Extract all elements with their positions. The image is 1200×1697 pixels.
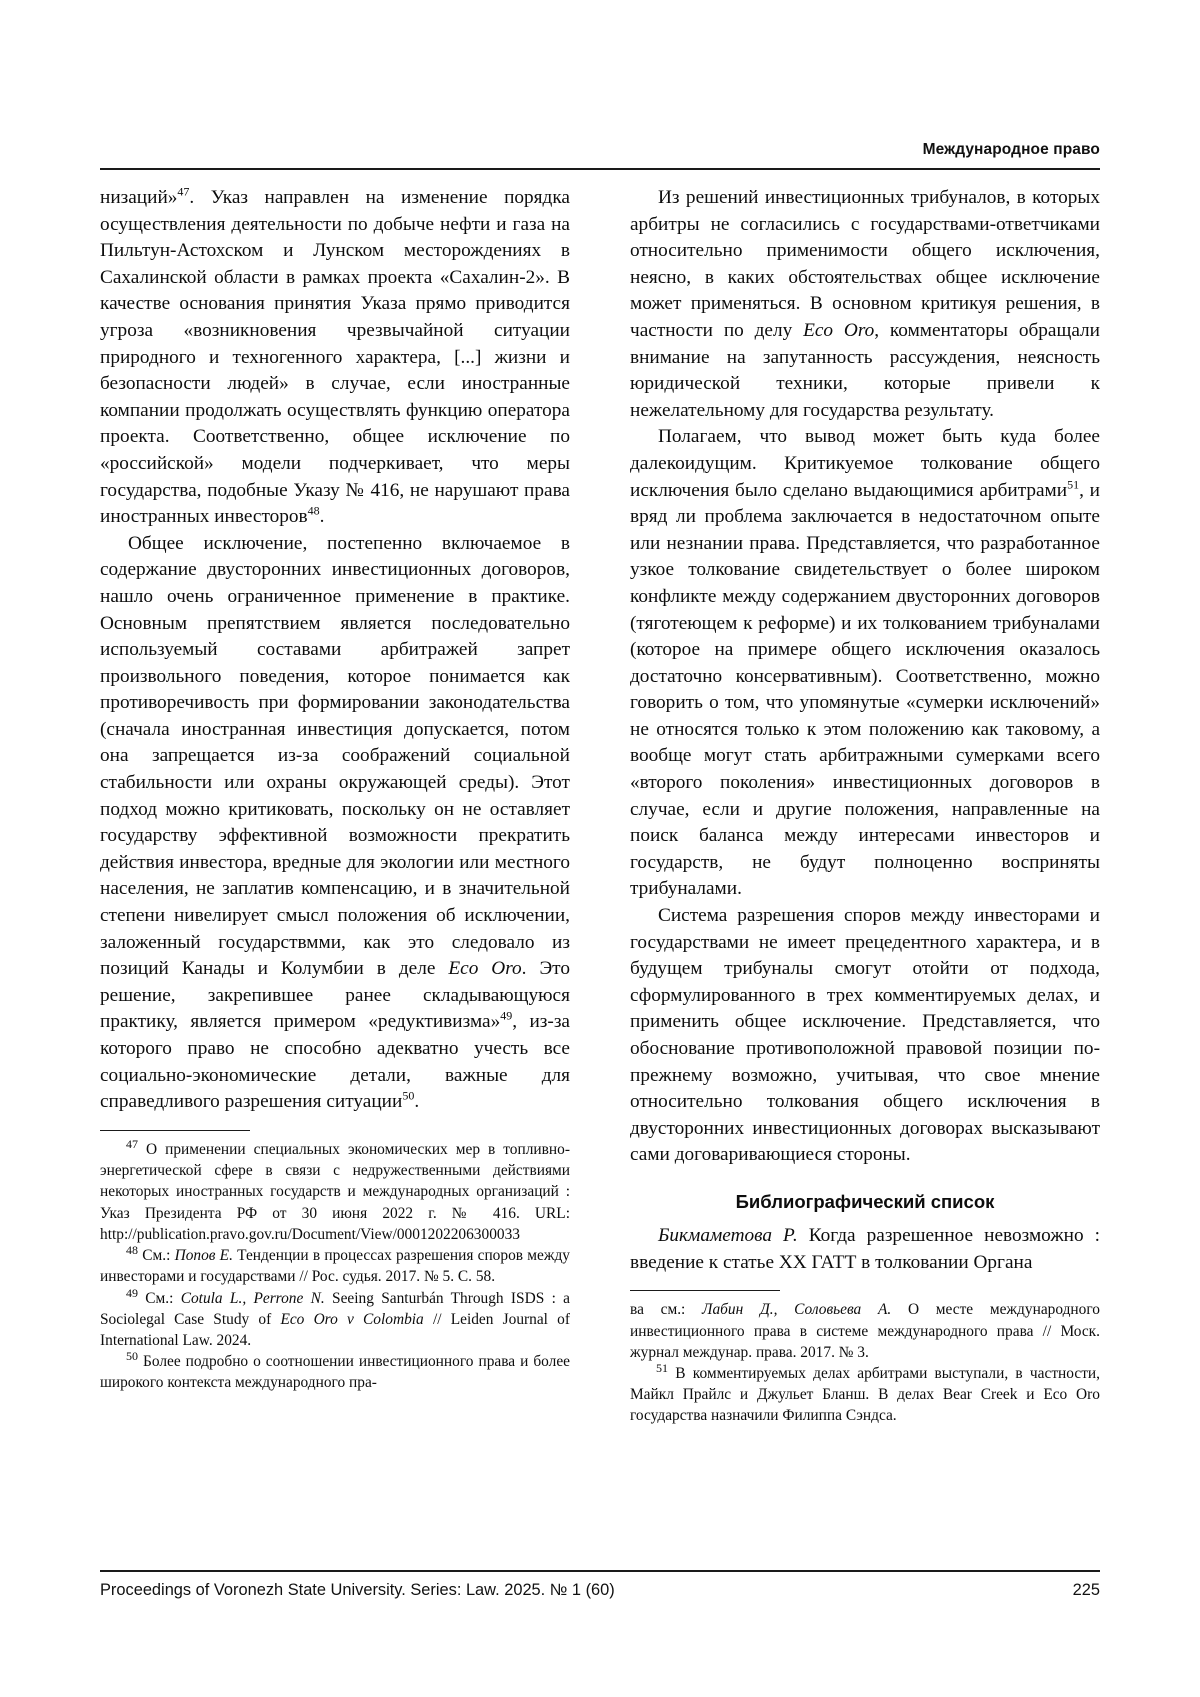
right-column (630, 185, 1100, 1427)
paragraph: Система разрешения споров между инвесторами и государствами не имеет прецедентного характера, и в будущем трибуналы смогут отойти от подхода, сформулированного в трех комментируемых делах, и применить общее исключение. Представляется, что обоснование противоположной правовой позиции по-прежнему возможно, учитывая, что свое мнение относительно толкования общего исключения в двусторонних инвестиционных договорах высказывают сами договаривающиеся стороны. (630, 905, 1100, 1166)
bibliography-heading: Библиографический список (735, 1190, 995, 1212)
header-rule (100, 168, 1100, 170)
journal-citation: Proceedings of Voronezh State University. Series: Law. 2025. № 1 (60) (100, 1581, 615, 1599)
bibliography-entry: Бикмаметова Р. Когда разрешенное невозможно : введение к статье XX ГАТТ в толковании Органа (630, 1224, 1100, 1273)
footnote: $^{49}$ См.: Cotula L., Perrone N. Seeing Santurbán Through ISDS : a Sociolegal Case Study of Eco Oro v Colombia // Leiden Journal of International Law. 2024. (100, 1285, 570, 1349)
left-body (100, 185, 570, 1116)
page (100, 0, 1100, 1697)
footnote: $^{47}$ О применении специальных экономических мер в топливно-энергетической сфере в связи с недружественными действиями некоторых иностранных государств и международных организаций : Указ Президента РФ от 30 июня 2022 г. № 416. URL: http://publication.pravo.gov.ru/Document/View/0001202206300033 (100, 1136, 570, 1243)
paragraph: Из решений инвестиционных трибуналов, в которых арбитры не согласились с государствами-ответчиками относительно применимости общего исключения, неясно, в каких обстоятельствах общее исключение может применяться. В основном критикуя решения, в частности по делу Eco Oro, комментаторы обращали внимание на запутанность рассуждения, неясность юридической техники, которые привели к нежелательному для государства результату. (630, 187, 1100, 421)
left-column (100, 185, 570, 1394)
page-number: 225 (1072, 1581, 1100, 1599)
footnote: ва см.: Лабин Д., Соловьева А. О месте международного инвестиционного права в системе международного права // Моск. журнал междунар. права. 2017. № 3. (630, 1301, 1100, 1361)
footnote: $^{50}$ Более подробно о соотношении инвестиционного права и более широкого контекста международного пра- (100, 1348, 570, 1392)
running-head: Международное право (922, 141, 1100, 158)
paragraph: Полагаем, что вывод может быть куда более далекоидущим. Критикуемое толкование общего исключения было сделано выдающимися арбитрами$^{51}$, и вряд ли проблема заключается в недостаточном опыте или незнании права. Представляется, что разработанное узкое толкование свидетельствует о более широком конфликте между содержанием двусторонних договоров (тяготеющем к реформе) и их толкованием трибуналами (которое на примере общего исключения оказалось достаточно консервативным). Соответственно, можно говорить о том, что упомянутые «сумерки исключений» не относятся только к этом положению как таковому, а вообще могут стать арбитражными сумерками всего «второго поколения» инвестиционных договоров в случае, если и другие положения, направленные на поиск баланса между интересами инвесторов и государств, не будут полноценно восприняты трибуналами. (630, 426, 1100, 900)
footer-rule (100, 1570, 1100, 1572)
paragraph: Общее исключение, постепенно включаемое в содержание двусторонних инвестиционных договоров, нашло очень ограниченное применение в практике. Основным препятствием является последовательно используемый составами арбитражей запрет произвольного поведения, которое понимается как противоречивость при формировании законодательства (сначала иностранная инвестиция допускается, потом она запрещается из-за соображений социальной стабильности или охраны окружающей среды). Этот подход можно критиковать, поскольку он не оставляет государству эффективной возможности прекратить действия инвестора, вредные для экологии или местного населения, не заплатив компенсацию, и в значительной степени нивелирует смысл положения об исключении, заложенный государствмми, как это следовало из позиций Канады и Колумбии в деле Eco Oro. Это решение, закрепившее ранее складывающуюся практику, является примером «редуктивизма»$^{49}$, из-за которого право не способно адекватно учесть все социально-экономические детали, важные для справедливого разрешения ситуации$^{50}$. (100, 532, 570, 1113)
paragraph: низаций»$^{47}$. Указ направлен на изменение порядка осуществления деятельности по добыче нефти и газа на Пильтун-Астохском и Лунском месторождениях в Сахалинской области в рамках проекта «Сахалин-2». В качестве основания принятия Указа прямо приводится угроза «возникновения чрезвычайной ситуации природного и техногенного характера, [...] жизни и безопасности людей» в случае, если иностранные компании продолжать осуществлять функцию оператора проекта. Соответственно, общее исключение по «российской» модели подчеркивает, что меры государства, подобные Указу № 416, не нарушают права иностранных инвесторов$^{48}$. (100, 184, 570, 528)
footnote-separator (630, 1290, 780, 1291)
right-footnotes (630, 1299, 1100, 1426)
left-footnotes (100, 1136, 570, 1393)
footnote-separator (100, 1130, 250, 1131)
footnote: $^{48}$ См.: Попов Е. Тенденции в процессах разрешения споров между инвесторами и государствами // Рос. судья. 2017. № 5. С. 58. (100, 1242, 570, 1286)
right-body (630, 185, 1100, 1169)
footnote: $^{51}$ В комментируемых делах арбитрами выступали, в частности, Майкл Прайлс и Джульет Бланш. В делах Bear Creek и Eco Oro государства назначили Филиппа Сэндса. (630, 1360, 1100, 1425)
